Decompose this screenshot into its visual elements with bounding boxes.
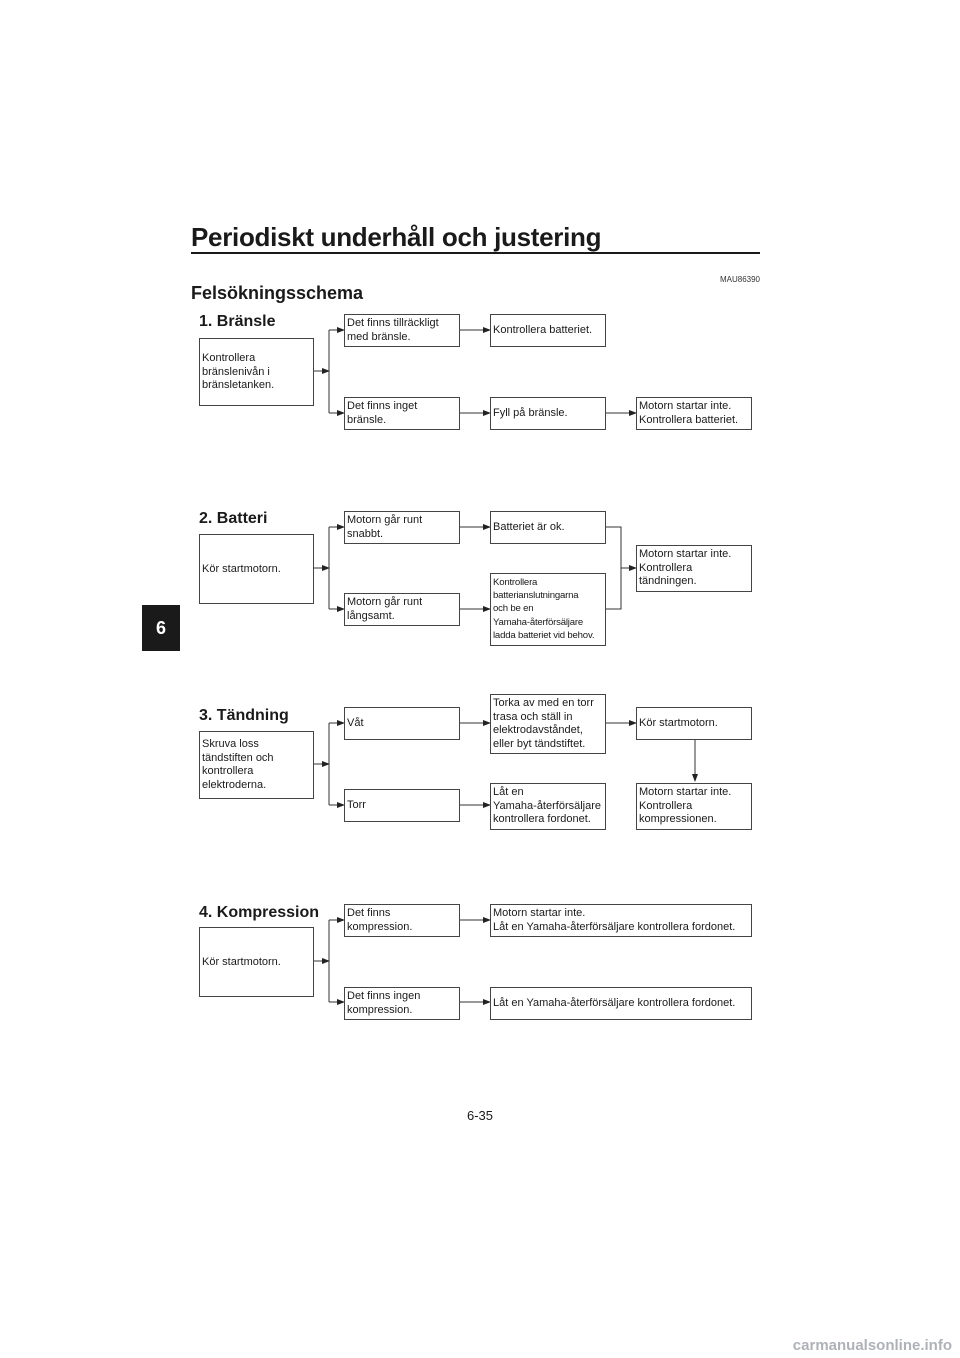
chapter-tab: 6	[142, 605, 180, 651]
s1-top-result-box: Kontrollera batteriet.	[490, 314, 606, 347]
s1-bottom-final-box: Motorn startar inte. Kontrollera batteriet.	[636, 397, 752, 430]
s2-start-box: Kör startmotorn.	[199, 534, 314, 604]
s2-top-branch-box: Motorn går runt snabbt.	[344, 511, 460, 544]
s2-final-box: Motorn startar inte. Kontrollera tändningen.	[636, 545, 752, 592]
page-header-title: Periodiskt underhåll och justering	[191, 222, 602, 252]
s1-bottom-branch-box: Det finns inget bränsle.	[344, 397, 460, 430]
s3-bottom-result-box: Låt en Yamaha-återförsäljare kontrollera fordonet.	[490, 783, 606, 830]
s3-top-result-box: Torka av med en torr trasa och ställ in elektrodavståndet, eller byt tändstiftet.	[490, 694, 606, 754]
s2-bottom-branch-box: Motorn går runt långsamt.	[344, 593, 460, 626]
s3-bottom-final-box: Motorn startar inte. Kontrollera kompressionen.	[636, 783, 752, 830]
s4-top-result-box: Motorn startar inte. Låt en Yamaha-återförsäljare kontrollera fordonet.	[490, 904, 752, 937]
s4-start-box: Kör startmotorn.	[199, 927, 314, 997]
s2-top-result-box: Batteriet är ok.	[490, 511, 606, 544]
s4-bottom-result-box: Låt en Yamaha-återförsäljare kontrollera fordonet.	[490, 987, 752, 1020]
document-code: MAU86390	[719, 275, 760, 284]
section-4-title: 4. Kompression	[199, 904, 320, 921]
s4-top-branch-box: Det finns kompression.	[344, 904, 460, 937]
s1-bottom-result-box: Fyll på bränsle.	[490, 397, 606, 430]
s2-bottom-result-box: Kontrollera batterianslutningarna och be en Yamaha-återförsäljare ladda batteriet vid behov.	[490, 573, 606, 646]
section-1-title: 1. Bränsle	[199, 313, 276, 330]
s3-bottom-branch-box: Torr	[344, 789, 460, 822]
section-2-title: 2. Batteri	[199, 510, 268, 527]
s3-top-final-box: Kör startmotorn.	[636, 707, 752, 740]
s3-top-branch-box: Våt	[344, 707, 460, 740]
section-3-title: 3. Tändning	[199, 707, 289, 724]
bracket-s2-right	[606, 527, 621, 609]
page-number: 6-35	[466, 1108, 494, 1123]
section-title: Felsökningsschema	[191, 283, 364, 303]
s1-top-branch-box: Det finns tillräckligt med bränsle.	[344, 314, 460, 347]
s1-start-box: Kontrollera bränslenivån i bränsletanken.	[199, 338, 314, 406]
s4-bottom-branch-box: Det finns ingen kompression.	[344, 987, 460, 1020]
s3-start-box: Skruva loss tändstiften och kontrollera elektroderna.	[199, 731, 314, 799]
watermark: carmanualsonline.info	[792, 1337, 952, 1354]
